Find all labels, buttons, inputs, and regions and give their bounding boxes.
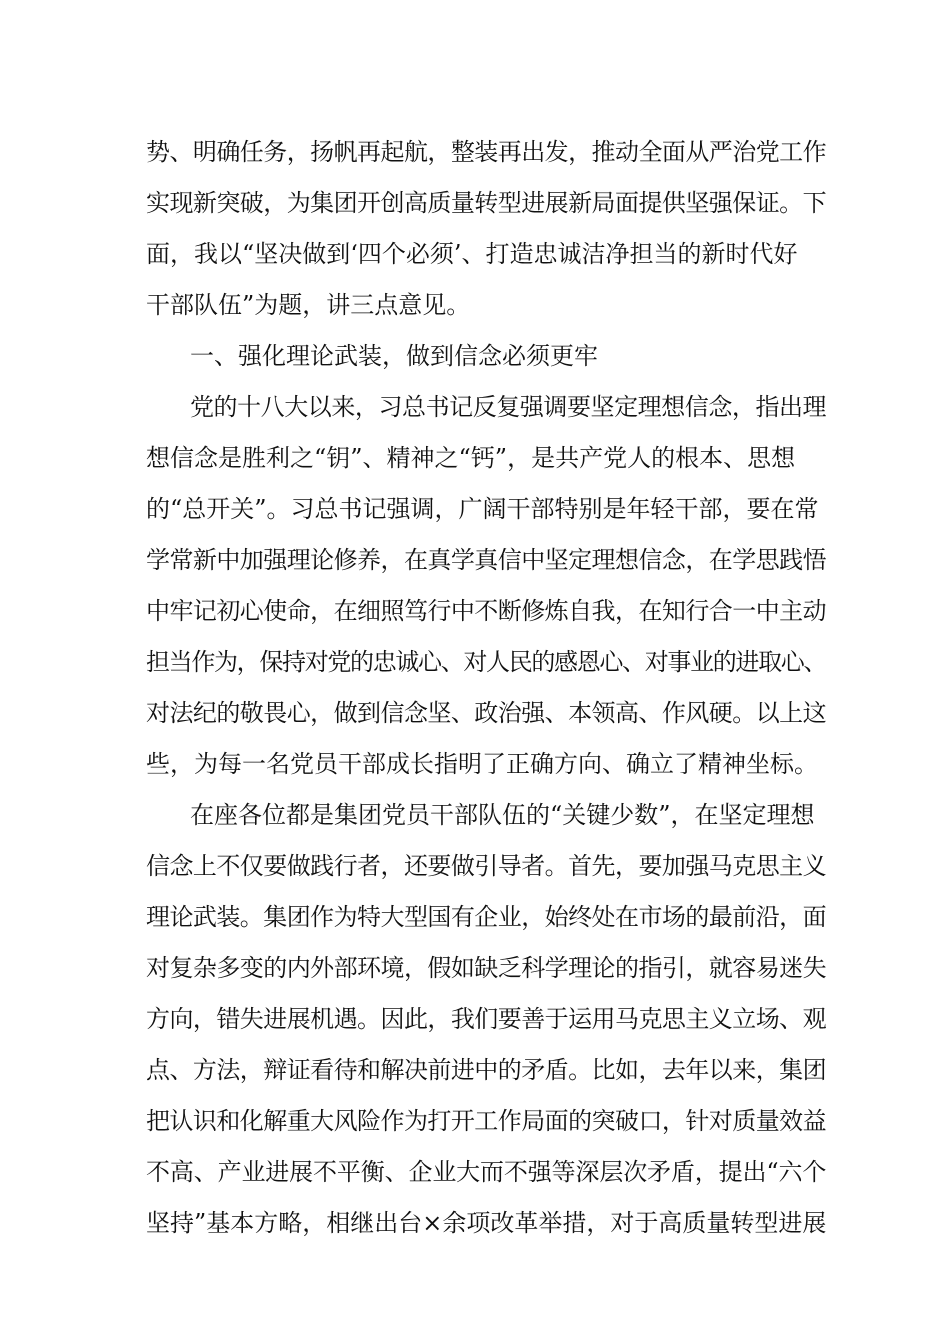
text-line-7: 想信念是胜利之“钥”、精神之“钙”，是共产党人的根本、思想 [146, 444, 796, 472]
text-line-1: 势、明确任务，扬帆再起航，整装再出发，推动全面从严治党工作 [146, 138, 827, 166]
text-line-16: 理论武装。集团作为特大型国有企业，始终处在市场的最前沿，面 [146, 903, 827, 931]
text-line-19: 点、方法，辩证看待和解决前进中的矛盾。比如，去年以来，集团 [146, 1056, 827, 1084]
text-line-10: 中牢记初心使命，在细照笃行中不断修炼自我，在知行合一中主动 [146, 597, 827, 625]
text-line-3: 面，我以“坚决做到‘四个必须’、打造忠诚洁净担当的新时代好 [146, 240, 798, 268]
text-line-22: 坚持”基本方略，相继出台×余项改革举措，对于高质量转型进展 [146, 1209, 827, 1237]
text-line-8: 的“总开关”。习总书记强调，广阔干部特别是年轻干部，要在常 [146, 495, 819, 523]
text-line-4: 干部队伍”为题，讲三点意见。 [146, 291, 471, 319]
text-line-17: 对复杂多变的内外部环境，假如缺乏科学理论的指引，就容易迷失 [146, 954, 827, 982]
text-line-15: 信念上不仅要做践行者，还要做引导者。首先，要加强马克思主义 [146, 852, 827, 880]
text-line-6: 党的十八大以来，习总书记反复强调要坚定理想信念，指出理 [190, 393, 827, 421]
text-line-13: 些，为每一名党员干部成长指明了正确方向、确立了精神坐标。 [146, 750, 818, 778]
text-line-18: 方向，错失进展机遇。因此，我们要善于运用马克思主义立场、观 [146, 1005, 827, 1033]
text-line-11: 担当作为，保持对党的忠诚心、对人民的感恩心、对事业的进取心、 [146, 648, 827, 676]
text-line-2: 实现新突破，为集团开创高质量转型进展新局面提供坚强保证。下 [146, 189, 827, 217]
text-line-14: 在座各位都是集团党员干部队伍的“关键少数”，在坚定理想 [190, 801, 815, 829]
text-line-9: 学常新中加强理论修养，在真学真信中坚定理想信念，在学思践悟 [146, 546, 827, 574]
text-line-20: 把认识和化解重大风险作为打开工作局面的突破口，针对质量效益 [146, 1107, 827, 1135]
text-line-12: 对法纪的敬畏心，做到信念坚、政治强、本领高、作风硬。以上这 [146, 699, 827, 727]
section-heading-1: 一、强化理论武装，做到信念必须更牢 [190, 342, 598, 370]
text-line-21: 不高、产业进展不平衡、企业大而不强等深层次矛盾，提出“六个 [146, 1158, 827, 1186]
